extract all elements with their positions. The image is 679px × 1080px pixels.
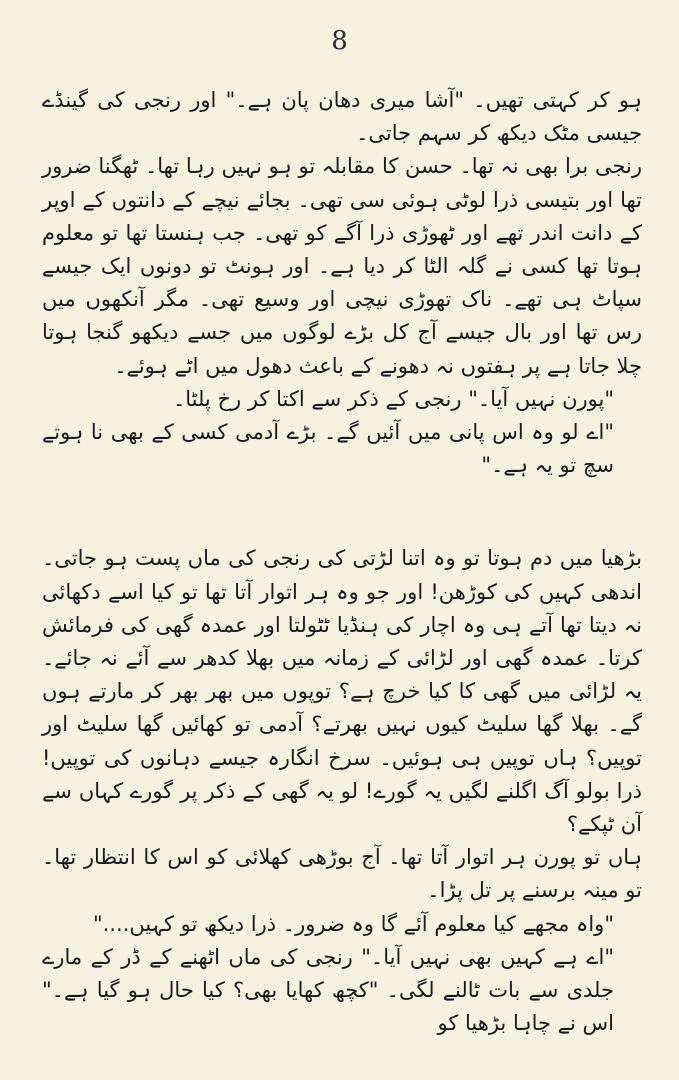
paragraph: ہاں تو پورن ہر اتوار آتا تھا۔ آج بوڑھی کھلائی کو اس کا انتظار تھا۔ تو مینہ برسنے پر تل پڑا۔ — [42, 845, 642, 903]
paragraph: بڑھیا میں دم ہوتا تو وہ اتنا لڑتی کی رنجی کی ماں پست ہو جاتی۔ اندھی کہیں کی کوڑھن! اور جو وہ ہر اتوار آتا تھا تو کیا اسے دکھائی نہ دیتا تھا آتے ہی وہ اچار کی ہنڈیا ٹٹولتا اور عمدہ گھی کی فرمائش کرتا۔ عمدہ گھی اور لڑائی کے زمانہ میں بھلا کدھر سے آئے نہ جائے۔ یہ لڑائی میں گھی کا کیا خرچ ہے؟ توپوں میں بھر بھر کر مارتے ہوں گے۔ بھلا گھا سلیٹ کیوں نہیں بھرتے؟ آدمی تو کھائیں گھا سلیٹ اور توپیں؟ ہاں توپیں ہی ہوئیں۔ سرخ انگارہ جیسے دہانوں کی توپیں! ذرا بولو آگ اگلنے لگیں یہ گورے! لو یہ گھی کے ذکر پر گورے کہاں سے آن ٹپکے؟ — [42, 546, 642, 837]
paragraph: "اے ہے کہیں بھی نہیں آیا۔" رنجی کی ماں اٹھنے کے ڈر کے مارے جلدی سے بات ٹالنے لگی۔ "کچھ کھایا بھی؟ کیا حال ہو گیا ہے۔" اس نے چاہا بڑھیا کو — [42, 944, 614, 1036]
paragraph: "اے لو وہ اس پانی میں آئیں گے۔ بڑے آدمی کسی کے بھی نا ہوتے سچ تو یہ ہے۔" — [42, 420, 614, 478]
body-text — [42, 84, 642, 1040]
paragraph: "پورن نہیں آیا۔" رنجی کے ذکر سے اکتا کر رخ پلٹا۔ — [172, 386, 614, 411]
page-number: 8 — [331, 26, 348, 56]
paragraph-gap — [42, 503, 642, 521]
paragraph: رنجی برا بھی نہ تھا۔ حسن کا مقابلہ تو ہو نہیں رہا تھا۔ ٹھگنا ضرور تھا اور بتیسی ذرا لوٹی ہوئی سی تھی۔ بجائے نیچے کے دانتوں کے اوپر کے دانت اندر تھے اور ٹھوڑی ذرا آگے کو تھی۔ جب ہنستا تھا تو معلوم ہوتا تھا کسی نے گلہ الٹا کر دیا ہے۔ اور ہونٹ تو دونوں ایک جیسے سپاٹ ہی تھے۔ ناک تھوڑی نیچی اور وسیع تھی۔ مگر آنکھوں میں رس تھا اور بال جیسے آج کل بڑے لوگوں میں جسے دیکھو گنجا ہوتا چلا جاتا ہے پر ہفتوں نہ دھونے کے باعث دھول میں اٹے ہوئے۔ — [42, 154, 642, 378]
paragraph: "واہ مجھے کیا معلوم آئے گا وہ ضرور۔ ذرا دیکھ تو کہیں...." — [93, 911, 614, 936]
paragraph: ہو کر کہتی تھیں۔ "آشا میری دھان پان ہے۔" اور رنجی کی گینڈے جیسی مٹک دیکھ کر سہم جاتی۔ — [42, 88, 642, 146]
